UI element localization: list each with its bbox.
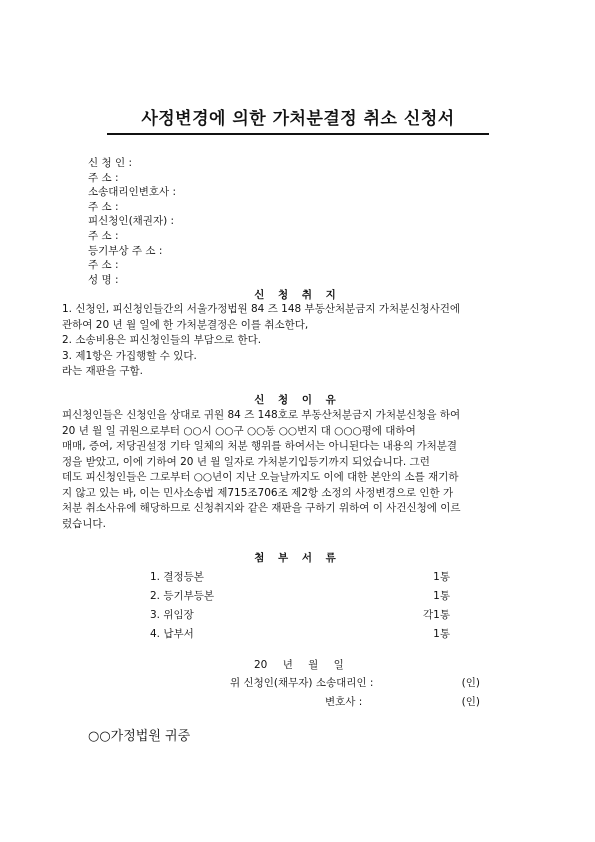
document-title: 사정변경에 의한 가처분결정 취소 신청서 (107, 104, 489, 135)
attachment-qty: 1통 (433, 590, 450, 602)
signature-line-lawyer (230, 694, 490, 709)
reason-line: 정을 받았고, 이에 기하여 20 년 월 일자로 가처분기입등기까지 되었습니다. 그런 (62, 455, 430, 468)
party-row-attorney (88, 185, 176, 200)
reason-heading: 신 청 이 유 (254, 394, 341, 406)
reason-line: 피신청인들은 신청인을 상대로 귀원 84 즈 148호로 부동산처분금지 가처분신청을 하여 (62, 409, 461, 421)
purpose-section (62, 302, 534, 380)
attachment-qty: 1통 (433, 628, 450, 640)
party-label: 성 명 : (88, 273, 119, 286)
attachments-heading: 첨 부 서 류 (254, 552, 341, 564)
reason-line: 데도 피신청인들은 그로부터 ○○년이 지난 오늘날까지도 이에 대한 본안의 소를 재기하 (62, 471, 459, 483)
attachment-item (150, 587, 450, 606)
party-row-respondent-address (88, 229, 176, 244)
party-label: 피신청인(채권자) : (88, 215, 175, 228)
party-row-applicant-address (88, 171, 176, 186)
attachment-item (150, 625, 450, 644)
attachment-label: 2. 등기부등본 (150, 590, 215, 602)
attachment-item (150, 568, 450, 587)
party-row-address (88, 258, 176, 273)
purpose-line: 라는 재판을 구함. (62, 365, 144, 377)
purpose-line: 2. 소송비용은 피신청인들의 부담으로 한다. (62, 334, 262, 346)
signature-line-attorney (230, 675, 490, 690)
attachments-list (150, 568, 450, 644)
reason-line: 20 년 월 일 귀원으로부터 ○○시 ○○구 ○○동 ○○번지 대 ○○○평에 대하여 (62, 424, 416, 437)
attachment-item (150, 606, 450, 625)
purpose-heading: 신 청 취 지 (254, 289, 341, 301)
reason-line: 처분 취소사유에 해당하므로 신청취지와 같은 재판을 구하기 위하여 이 사건신청에 이르 (62, 502, 461, 514)
party-label: 주 소 : (88, 200, 119, 213)
party-row-respondent (88, 214, 176, 229)
party-row-name (88, 273, 176, 288)
attachment-label: 4. 납부서 (150, 628, 194, 640)
party-row-attorney-address (88, 200, 176, 215)
signature-role: 위 신청인(채무자) 소송대리인 : (230, 677, 374, 689)
party-row-applicant (88, 156, 176, 171)
seal-mark: (인) (461, 677, 480, 689)
party-label: 등기부상 주 소 : (88, 244, 163, 257)
attachment-label: 3. 위임장 (150, 609, 194, 621)
seal-mark: (인) (461, 696, 480, 708)
filing-date: 20 년 월 일 (254, 659, 344, 671)
reason-line: 지 않고 있는 바, 이는 민사소송법 제715조706조 제2항 소정의 사정변경으로 인한 가 (62, 486, 454, 499)
purpose-line: 3. 제1항은 가집행할 수 있다. (62, 349, 197, 362)
party-label: 주 소 : (88, 259, 119, 272)
reason-section (62, 408, 534, 532)
attachment-qty: 1통 (433, 571, 450, 583)
party-row-registered-address (88, 244, 176, 259)
attachment-label: 1. 결정등본 (150, 571, 204, 583)
purpose-line: 관하여 20 년 월 일에 한 가처분결정은 이를 취소한다, (62, 318, 309, 331)
court-addressee: ○○가정법원 귀중 (88, 729, 191, 744)
party-label: 주 소 : (88, 229, 119, 242)
party-list (88, 156, 176, 287)
purpose-line: 1. 신청인, 피신청인들간의 서울가정법원 84 즈 148 부동산처분금지 가처분신청사건에 (62, 303, 461, 315)
party-label: 주 소 : (88, 171, 119, 184)
party-label: 신 청 인 : (88, 157, 132, 169)
signature-role: 변호사 : (325, 696, 363, 708)
party-label: 소송대리인변호사 : (88, 186, 177, 199)
reason-line: 렀습니다. (62, 517, 106, 530)
attachment-qty: 각1통 (423, 609, 450, 621)
reason-line: 매매, 증여, 저당권설정 기타 일체의 처분 행위를 하여서는 아니된다는 내용의 가처분결 (62, 440, 458, 452)
